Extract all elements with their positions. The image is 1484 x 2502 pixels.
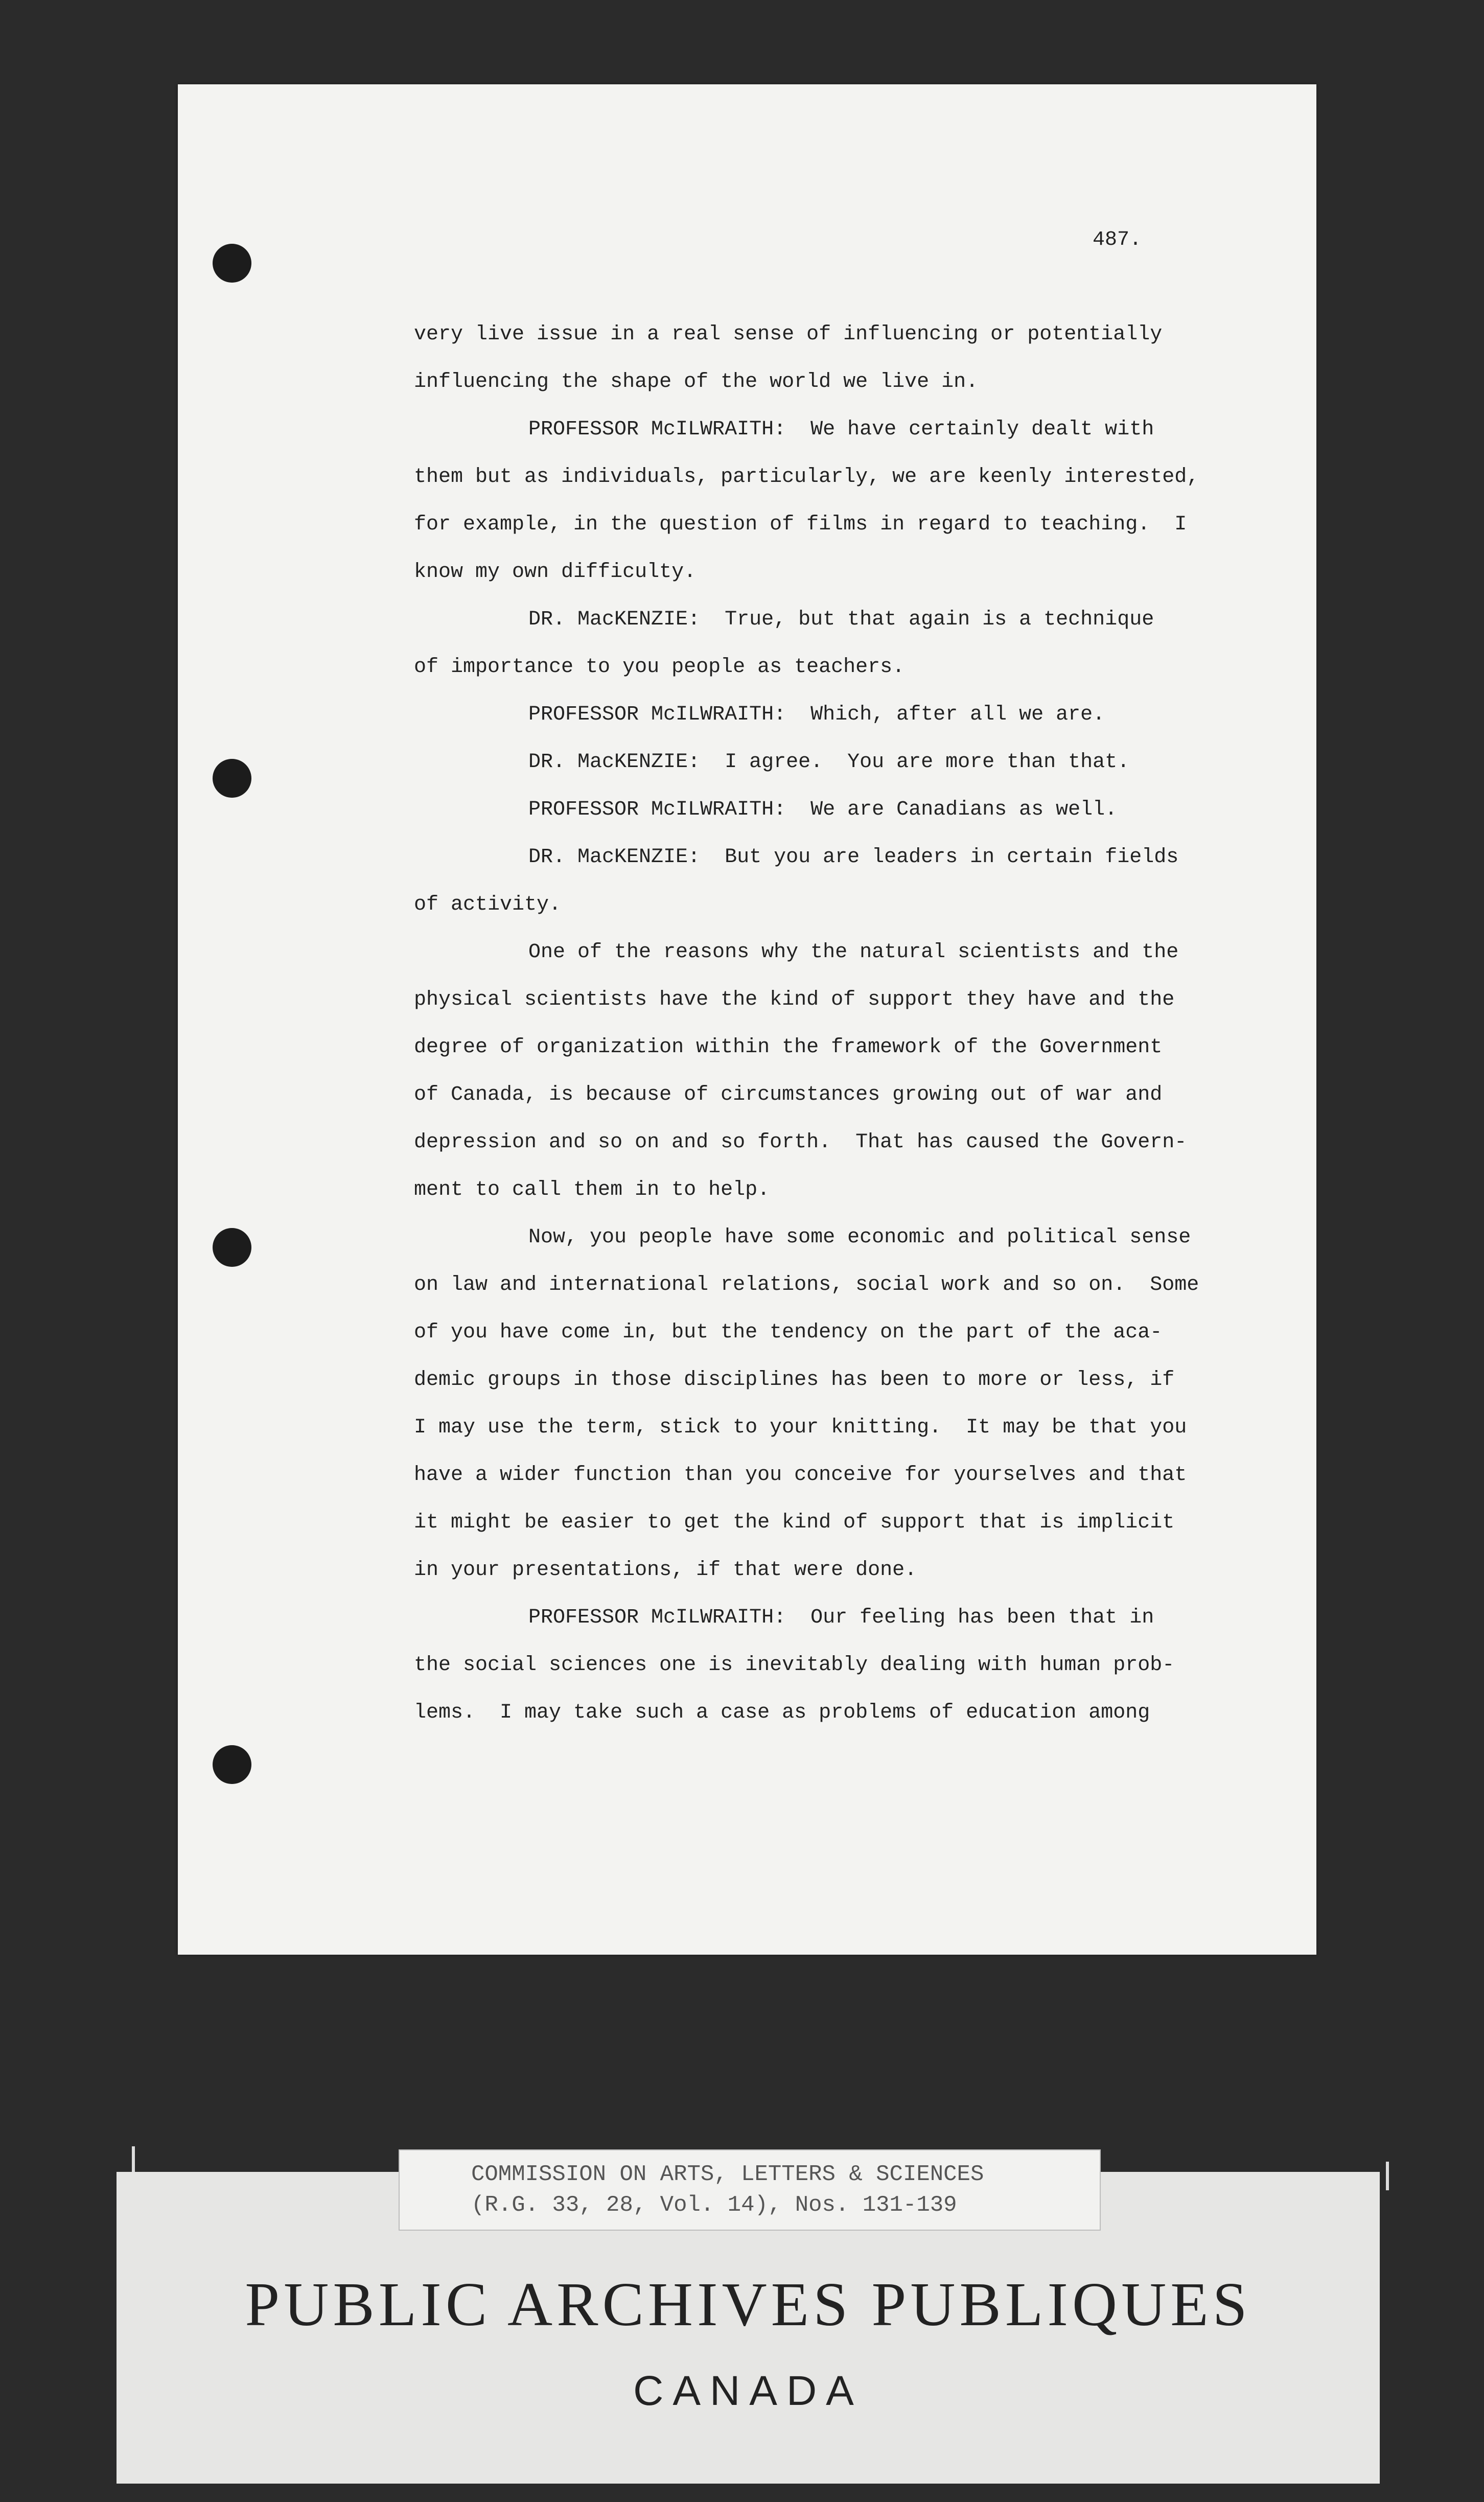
- reference-line-1: COMMISSION ON ARTS, LETTERS & SCIENCES: [471, 2162, 984, 2187]
- text-line: of you have come in, but the tendency on the part of the aca-: [414, 1321, 1163, 1344]
- reference-line-2: (R.G. 33, 28, Vol. 14), Nos. 131-139: [471, 2192, 957, 2218]
- text-line: One of the reasons why the natural scientists and the: [528, 941, 1179, 964]
- text-line: of activity.: [414, 893, 562, 916]
- text-line: physical scientists have the kind of support they have and the: [414, 988, 1175, 1011]
- text-line: for example, in the question of films in regard to teaching. I: [414, 513, 1187, 536]
- text-line: very live issue in a real sense of influencing or potentially: [414, 323, 1163, 346]
- text-line: know my own difficulty.: [414, 561, 697, 584]
- speaker-line: DR. MacKENZIE: True, but that again is a technique: [528, 608, 1154, 631]
- speaker-line: PROFESSOR McILWRAITH: We have certainly dealt with: [528, 418, 1154, 441]
- text-line: of importance to you people as teachers.: [414, 656, 905, 679]
- text-line: in your presentations, if that were done.: [414, 1559, 917, 1582]
- typed-page: [178, 84, 1316, 1955]
- text-line: it might be easier to get the kind of support that is implicit: [414, 1511, 1175, 1534]
- film-edge-mark: [132, 2146, 135, 2175]
- speaker-line: PROFESSOR McILWRAITH: Our feeling has been that in: [528, 1606, 1154, 1629]
- text-line: on law and international relations, social work and so on. Some: [414, 1273, 1199, 1296]
- binder-hole: [213, 759, 251, 798]
- page-number: 487.: [1093, 228, 1142, 251]
- text-line: of Canada, is because of circumstances growing out of war and: [414, 1083, 1163, 1106]
- speaker-line: DR. MacKENZIE: I agree. You are more than that.: [528, 751, 1130, 774]
- text-line: the social sciences one is inevitably dealing with human prob-: [414, 1654, 1175, 1677]
- text-line: I may use the term, stick to your knitting. It may be that you: [414, 1416, 1187, 1439]
- text-line: ment to call them in to help.: [414, 1178, 770, 1201]
- text-line: demic groups in those disciplines has been to more or less, if: [414, 1369, 1175, 1392]
- speaker-line: PROFESSOR McILWRAITH: Which, after all we are.: [528, 703, 1105, 726]
- archives-title: PUBLIC ARCHIVES PUBLIQUES: [245, 2270, 1251, 2339]
- speaker-line: PROFESSOR McILWRAITH: We are Canadians as well.: [528, 798, 1118, 821]
- speaker-line: DR. MacKENZIE: But you are leaders in certain fields: [528, 846, 1179, 869]
- text-line: depression and so on and so forth. That has caused the Govern-: [414, 1131, 1187, 1154]
- text-line: have a wider function than you conceive for yourselves and that: [414, 1464, 1187, 1487]
- film-edge-mark: [1386, 2162, 1389, 2190]
- text-line: degree of organization within the framework of the Government: [414, 1036, 1163, 1059]
- text-line: Now, you people have some economic and political sense: [528, 1226, 1191, 1249]
- text-line: influencing the shape of the world we live in.: [414, 370, 979, 393]
- binder-hole: [213, 244, 251, 283]
- archive-reference-slip: [399, 2149, 1101, 2231]
- archives-country: CANADA: [633, 2368, 863, 2414]
- text-line: lems. I may take such a case as problems of education among: [414, 1701, 1150, 1724]
- binder-hole: [213, 1228, 251, 1267]
- text-line: them but as individuals, particularly, we are keenly interested,: [414, 466, 1199, 489]
- binder-hole: [213, 1745, 251, 1784]
